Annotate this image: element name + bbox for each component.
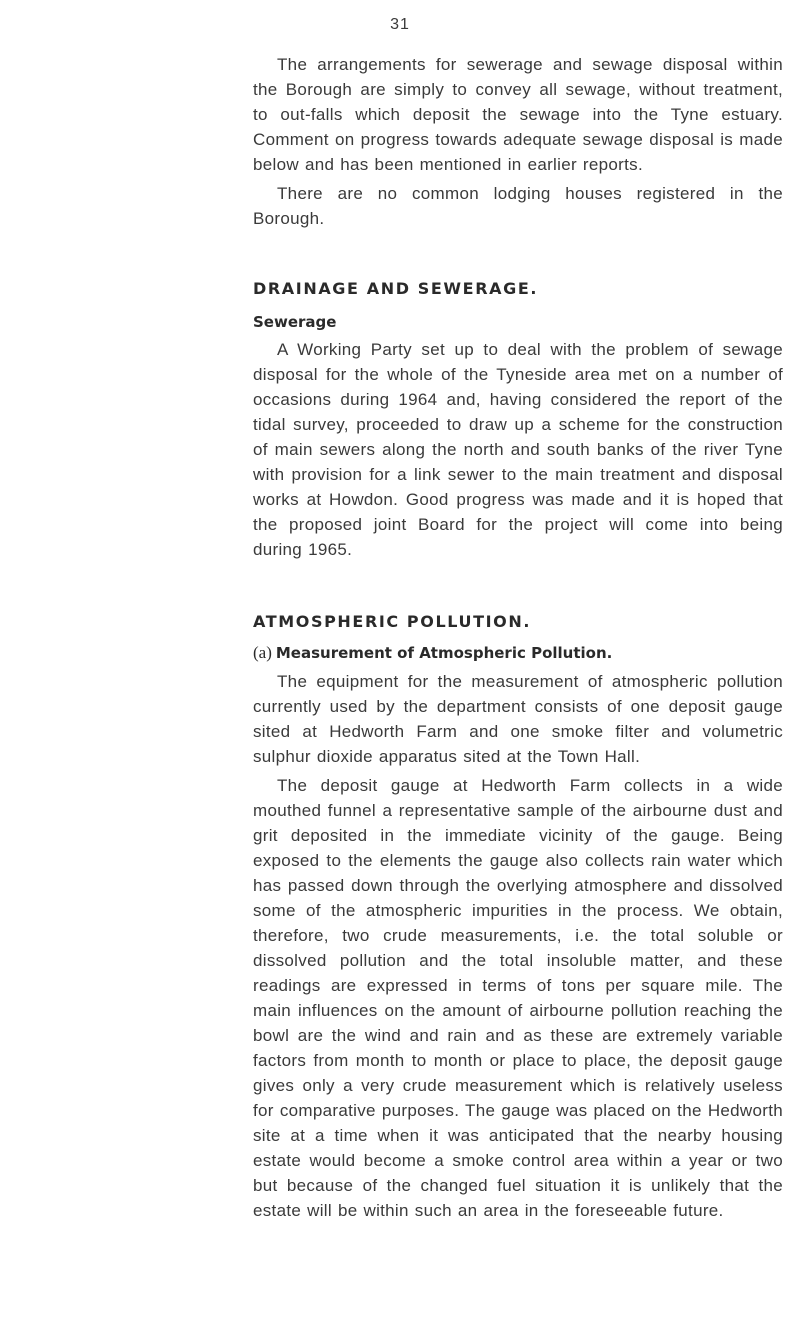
equipment-paragraph: The equipment for the measurement of atmospheric pollution currently used by the department consists of one deposit gauge sited at Hedworth Farm and one smoke filter and volumetric sulphur dioxide apparatus sited at the Town Hall.: [253, 672, 783, 766]
deposit-gauge-paragraph: The deposit gauge at Hedworth Farm collects in a wide mouthed funnel a representative sample of the airbourne dust and grit deposited in the immediate vicinity of the gauge. Being exposed to the elements the gauge also collects rain water which has passed down through the overlying atmosphere and dissolved some of the atmospheric impurities in the process. We obtain, therefore, two crude measurements, i.e. the total soluble or dissolved pollution and the total insoluble matter, and these readings are expressed in terms of tons per square mile. The main influences on the amount of airbourne pollution reaching the bowl are the wind and rain and as these are extremely variable factors from month to month or place to place, the deposit gauge gives only a very crude measurement which is relatively useless for comparative purposes. The gauge was placed on the Hedworth site at a time when it was anticipated that the nearby housing estate would become a smoke control area within a year or two but because of the changed fuel situation it is unlikely that the estate will be within such an area in the foreseeable future.: [253, 776, 783, 1220]
measurement-subheading: [253, 643, 783, 663]
measurement-subheading-text: Measurement of Atmospheric Pollution.: [275, 644, 613, 662]
atmospheric-pollution-heading: ATMOSPHERIC POLLUTION.: [253, 612, 532, 631]
sewerage-paragraph: A Working Party set up to deal with the problem of sewage disposal for the whole of the Tyneside area met on a number of occasions during 1964 and, having considered the report of the tidal survey, proceeded to draw up a scheme for the construction of main sewers along the north and south banks of the river Tyne with provision for a link sewer to the main treatment and disposal works at Howdon. Good progress was made and it is hoped that the proposed joint Board for the project will come into being during 1965.: [253, 340, 783, 559]
intro-paragraph: The arrangements for sewerage and sewage disposal within the Borough are simply to convey all sewage, without treatment, to out-falls which deposit the sewage into the Tyne estuary. Comment on progress towards adequate sewage disposal is made below and has been mentioned in earlier reports.: [253, 55, 783, 174]
lodging-houses-paragraph: There are no common lodging houses registered in the Borough.: [253, 184, 783, 228]
page-content: [253, 52, 783, 1223]
sewerage-subheading: Sewerage: [253, 313, 337, 331]
page-number: 31: [390, 16, 410, 33]
drainage-heading: DRAINAGE AND SEWERAGE.: [253, 279, 539, 298]
subsection-marker: (a): [253, 643, 272, 662]
